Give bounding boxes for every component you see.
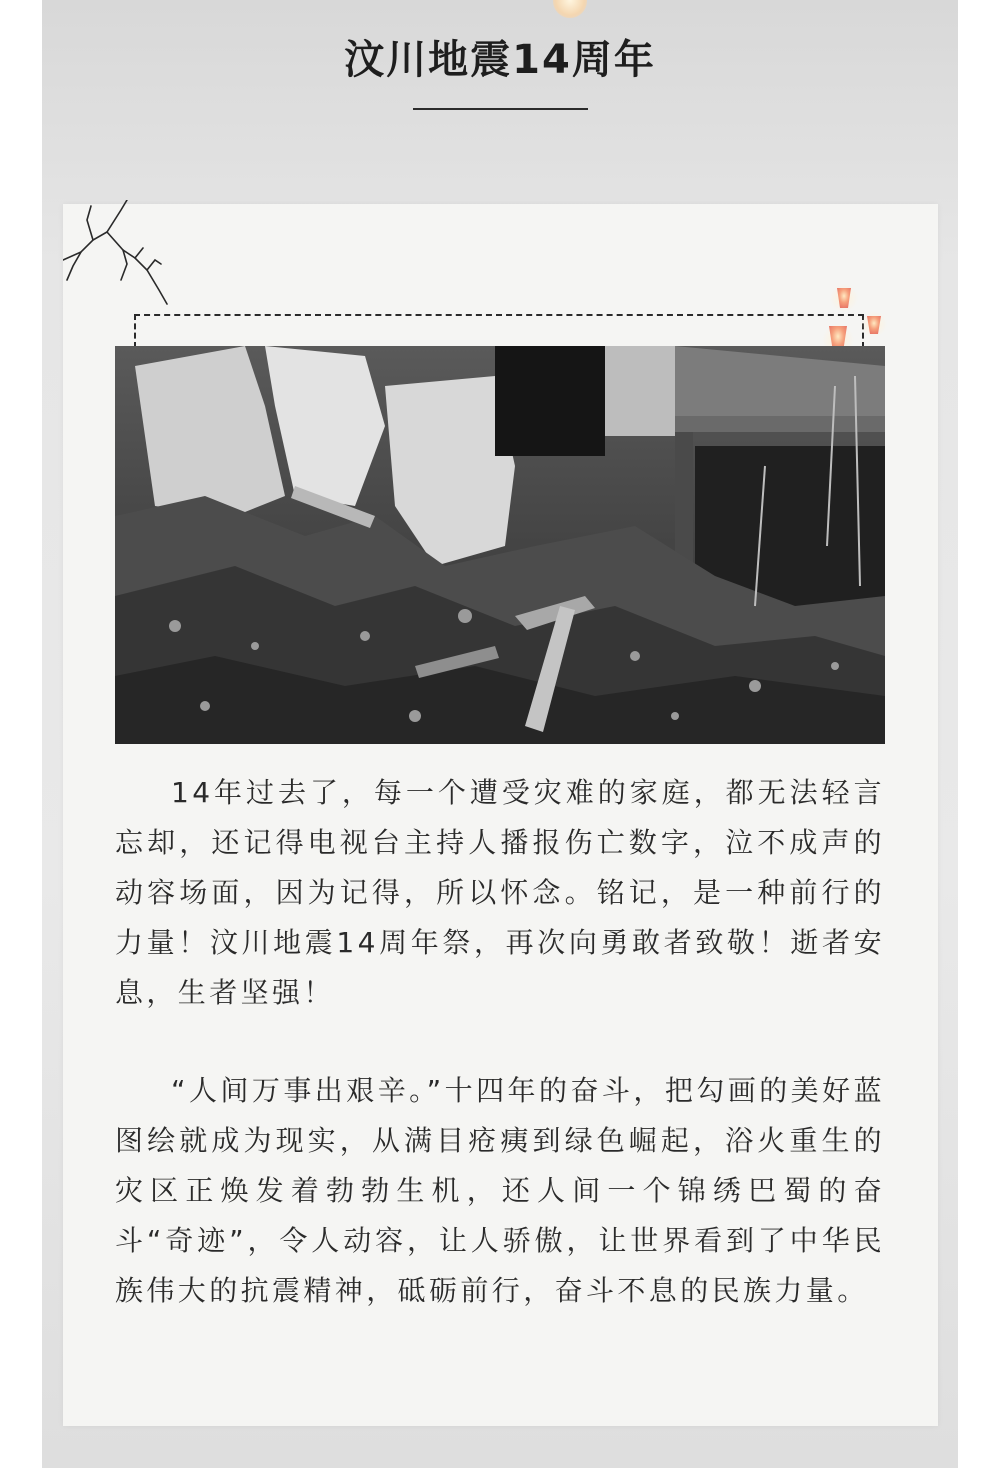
page-title: 汶川地震14周年: [344, 37, 656, 83]
photo-frame-top: [134, 314, 864, 316]
article-paragraph-2: “人间万事出艰辛。”十四年的奋斗，把勾画的美好蓝图绘就成为现实，从满目疮痍到绿色崛起，浴火重生的灾区正焕发着勃勃生机，还人间一个锦绣巴蜀的奋斗“奇迹”，令人动容，让人骄傲，让世界看到了中华民族伟大的抗震精神，砥砺前行，奋斗不息的民族力量。: [115, 1074, 885, 1307]
earthquake-rubble-photo: [115, 346, 885, 744]
article-paragraph-1: 14年过去了，每一个遭受灾难的家庭，都无法轻言忘却，还记得电视台主持人播报伤亡数字，泣不成声的动容场面，因为记得，所以怀念。铭记，是一种前行的力量！汶川地震14周年祭，再次向勇敢者致敬！逝者安息，生者坚强！: [115, 776, 885, 1009]
crack-icon: [63, 200, 183, 310]
title-divider: [413, 108, 588, 110]
photo-frame-left: [134, 314, 136, 348]
